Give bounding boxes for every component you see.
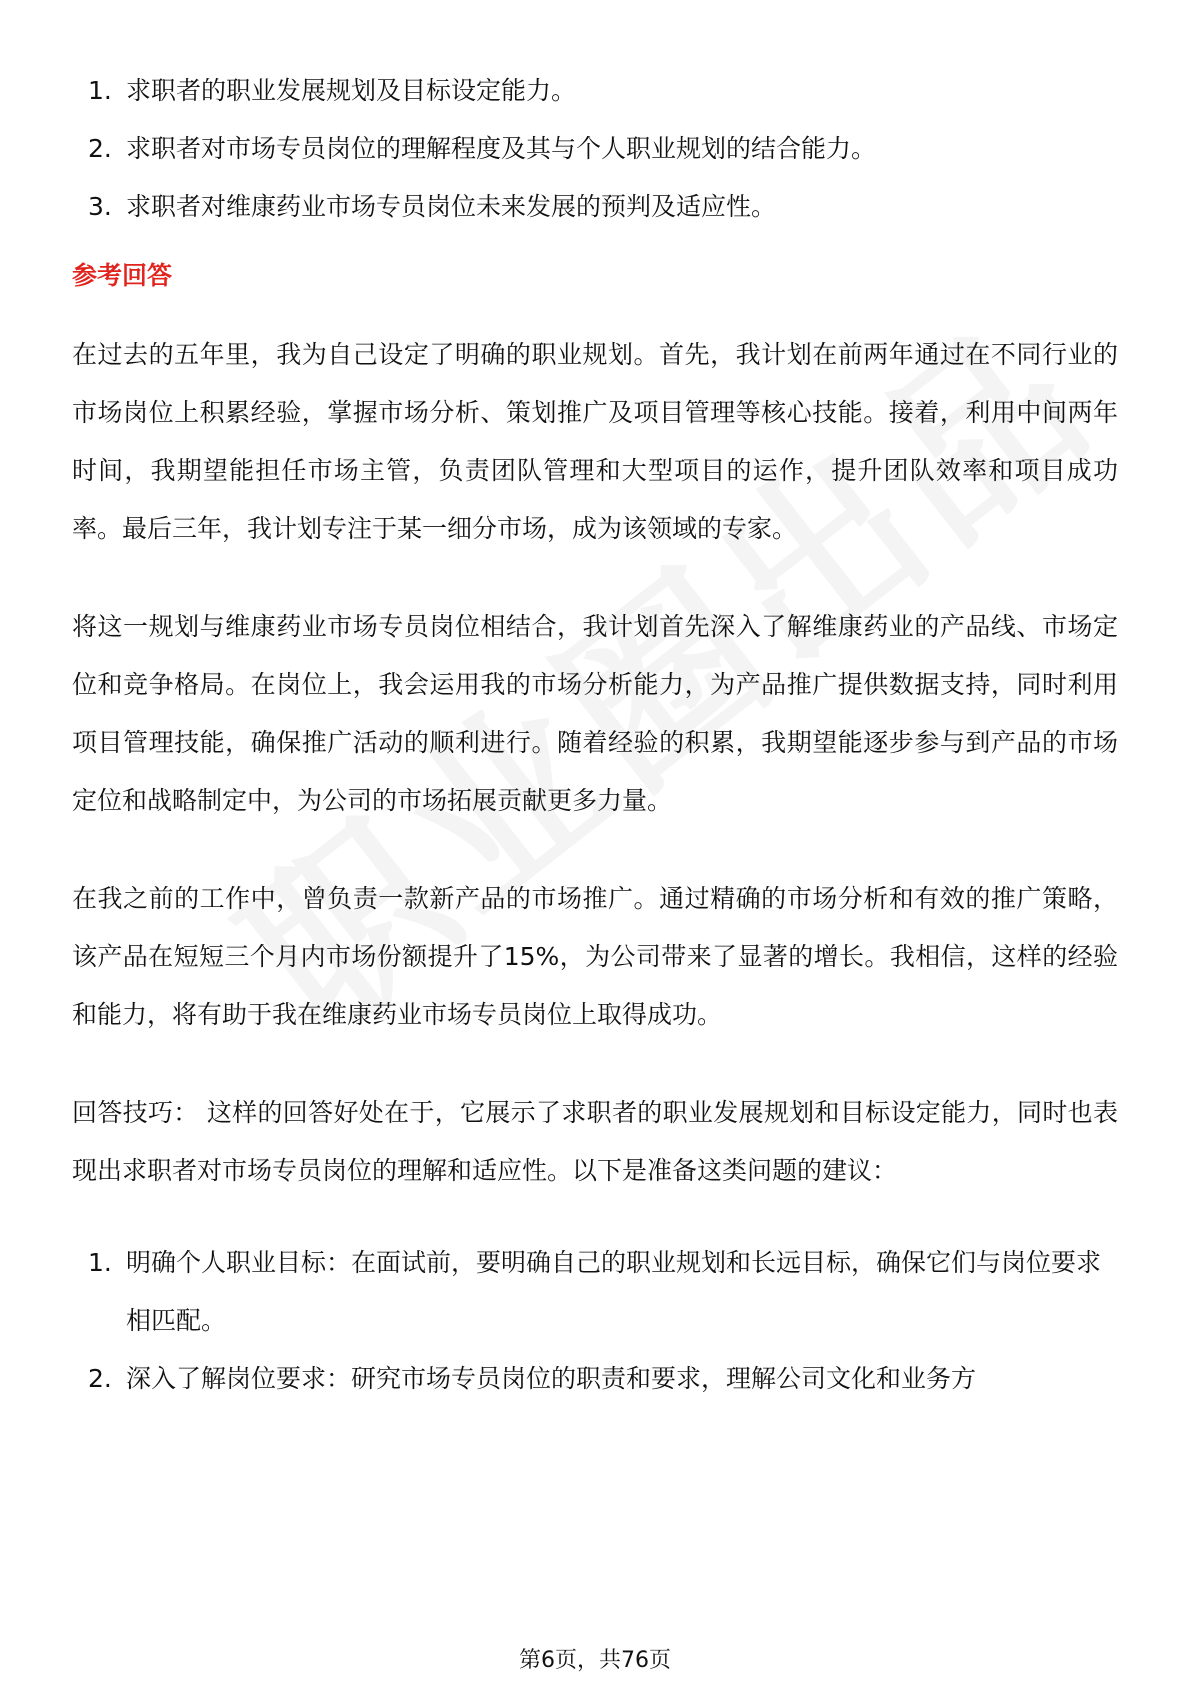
list-item-number: 1. [88, 76, 112, 105]
list-item [72, 1350, 1118, 1408]
page-content [72, 62, 1118, 1408]
list-item-number: 3. [88, 192, 112, 221]
answer-paragraph: 在过去的五年里，我为自己设定了明确的职业规划。首先，我计划在前两年通过在不同行业的市场岗位上积累经验，掌握市场分析、策划推广及项目管理等核心技能。接着，利用中间两年时间，我期望能担任市场主管，负责团队管理和大型项目的运作，提升团队效率和项目成功率。最后三年，我计划专注于某一细分市场，成为该领域的专家。 [72, 340, 1118, 543]
list-item-text: 明确个人职业目标：在面试前，要明确自己的职业规划和长远目标，确保它们与岗位要求相匹配。 [126, 1248, 1102, 1335]
list-item-number: 2. [88, 134, 112, 163]
evaluation-points-list [72, 62, 1118, 236]
tips-paragraph: 回答技巧： 这样的回答好处在于，它展示了求职者的职业发展规划和目标设定能力，同时也表现出求职者对市场专员岗位的理解和适应性。以下是准备这类问题的建议： [72, 1098, 1118, 1185]
list-item-text: 求职者对市场专员岗位的理解程度及其与个人职业规划的结合能力。 [126, 134, 877, 163]
list-item [72, 178, 1118, 236]
list-item-number: 2. [88, 1364, 112, 1393]
list-item-text: 深入了解岗位要求：研究市场专员岗位的职责和要求，理解公司文化和业务方 [126, 1364, 977, 1393]
tips-list [72, 1234, 1118, 1408]
list-item [72, 62, 1118, 120]
list-item-number: 1. [88, 1248, 112, 1277]
list-item-text: 求职者的职业发展规划及目标设定能力。 [126, 76, 577, 105]
answer-paragraph: 在我之前的工作中，曾负责一款新产品的市场推广。通过精确的市场分析和有效的推广策略，该产品在短短三个月内市场份额提升了15%，为公司带来了显著的增长。我相信，这样的经验和能力，将有助于我在维康药业市场专员岗位上取得成功。 [72, 884, 1118, 1029]
page-footer: 第6页，共76页 [519, 1648, 671, 1673]
section-heading: 参考回答 [72, 261, 173, 290]
list-item [72, 120, 1118, 178]
answer-paragraph: 将这一规划与维康药业市场专员岗位相结合，我计划首先深入了解维康药业的产品线、市场定位和竞争格局。在岗位上，我会运用我的市场分析能力，为产品推广提供数据支持，同时利用项目管理技能，确保推广活动的顺利进行。随着经验的积累，我期望能逐步参与到产品的市场定位和战略制定中，为公司的市场拓展贡献更多力量。 [72, 612, 1118, 815]
list-item [72, 1234, 1118, 1350]
list-item-text: 求职者对维康药业市场专员岗位未来发展的预判及适应性。 [126, 192, 777, 221]
